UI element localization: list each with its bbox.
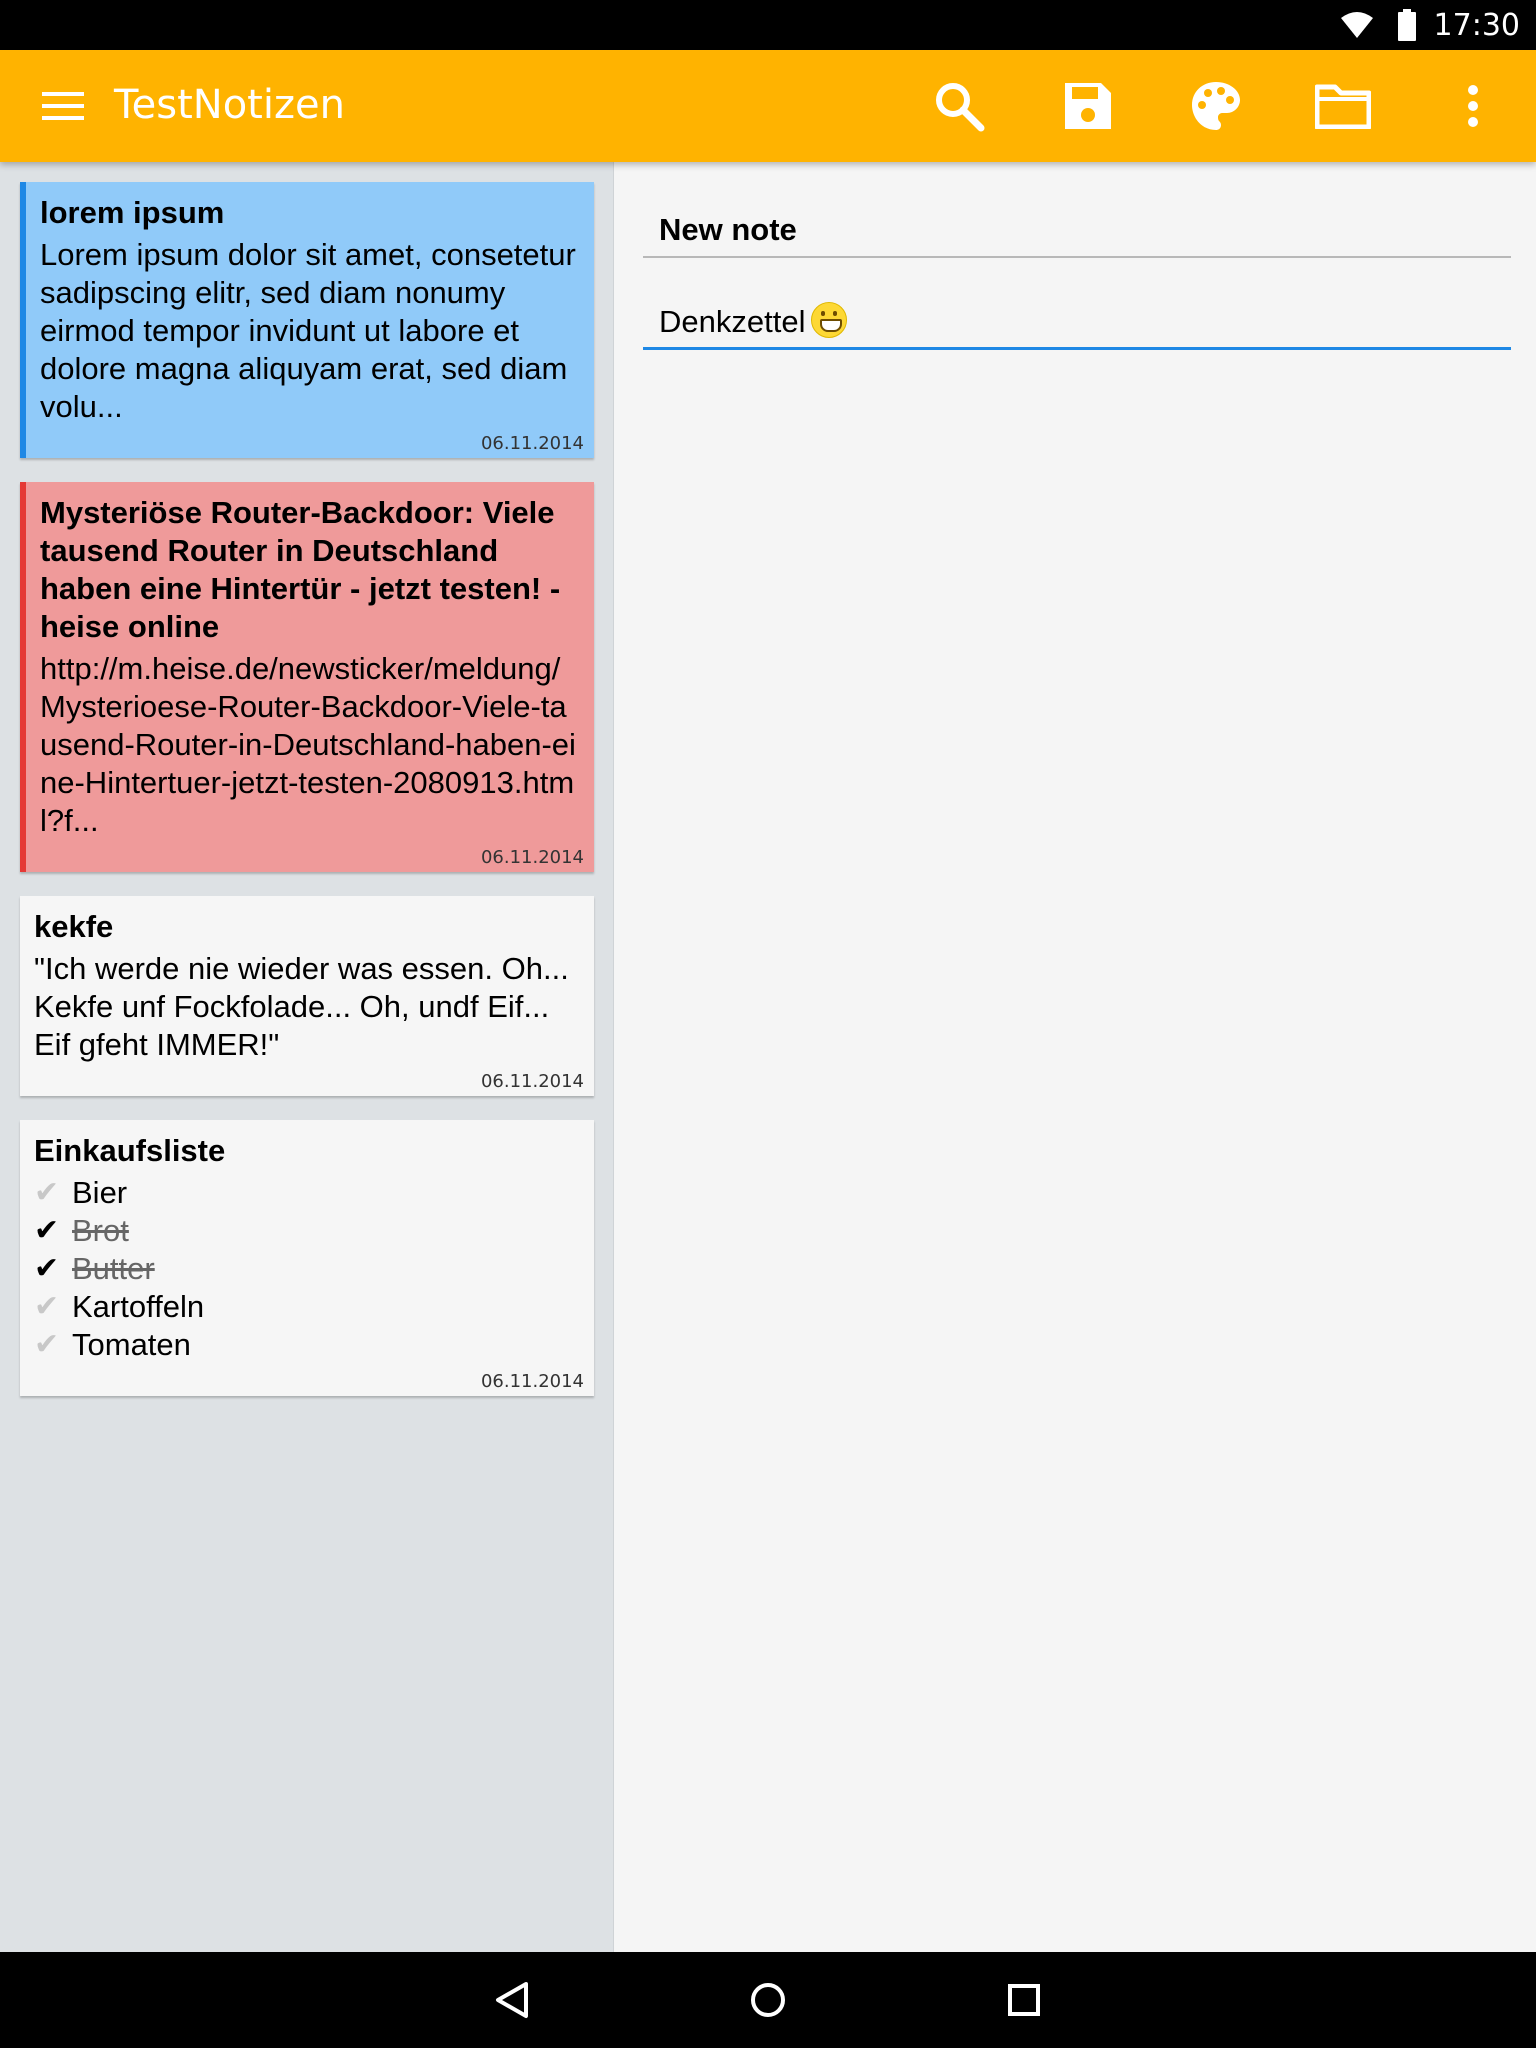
home-icon [749,1981,787,2019]
note-body-value: Denkzettel [659,304,806,339]
note-card[interactable] [20,896,594,1096]
recents-icon [1007,1983,1041,2017]
checklist-item [34,1288,580,1326]
note-preview: Lorem ipsum dolor sit amet, consetetur sadipscing elitr, sed diam nonumy eirmod tempor invidunt ut labore et dolore magna aliquyam erat, sed diam volu... [40,237,576,424]
note-date: 06.11.2014 [480,433,584,454]
note-title: Einkaufsliste [34,1133,226,1168]
note-date: 06.11.2014 [480,847,584,868]
status-bar [0,0,1536,50]
back-icon [494,1981,530,2019]
note-list [0,162,614,1952]
folder-button[interactable] [1315,78,1371,134]
note-body-field[interactable] [643,292,1511,350]
wifi-icon [1340,11,1374,39]
folder-icon [1315,83,1371,129]
check-icon: ✔ [34,1214,60,1247]
grinning-face-icon [811,302,847,338]
checklist-item [34,1250,580,1288]
checklist-item [34,1174,580,1212]
note-preview: "Ich werde nie wieder was essen. Oh... Kekfe unf Fockfolade... Oh, undf Eif... Eif gfeht IMMER!" [34,951,569,1062]
note-title-value: New note [659,212,797,247]
note-card[interactable] [20,182,594,458]
recents-button[interactable] [996,1972,1052,2028]
save-button[interactable] [1060,78,1116,134]
note-title: Mysteriöse Router-Backdoor: Viele tausend Router in Deutschland haben eine Hintertür - jetzt testen! - heise online [40,495,561,644]
check-icon: ✔ [34,1252,60,1285]
note-date: 06.11.2014 [480,1071,584,1092]
checklist-item-label: Butter [72,1251,155,1286]
note-date: 06.11.2014 [480,1371,584,1392]
checklist [34,1174,580,1364]
checklist-item-label: Kartoffeln [72,1289,205,1324]
checklist-item-label: Bier [72,1175,128,1210]
note-title: lorem ipsum [40,195,225,230]
search-button[interactable] [931,78,987,134]
app-title: TestNotizen [114,82,345,128]
check-icon: ✔ [34,1290,60,1323]
check-icon: ✔ [34,1328,60,1361]
note-body-value-wrap [659,302,847,340]
note-title: kekfe [34,909,114,944]
note-title-field[interactable] [643,202,1511,258]
battery-icon [1398,9,1416,41]
clock: 17:30 [1433,8,1520,43]
more-vert-icon [1466,84,1480,128]
palette-button[interactable] [1188,78,1244,134]
search-icon [933,80,985,132]
checklist-item-label: Tomaten [72,1327,191,1362]
back-button[interactable] [484,1972,540,2028]
note-preview: http://m.heise.de/newsticker/meldung/Mysterioese-Router-Backdoor-Viele-tausend-Router-in-Deutschland-haben-eine-Hintertuer-jetzt-testen-2080913.html?f... [40,651,576,838]
checklist-note-card[interactable] [20,1120,594,1396]
more-options-button[interactable] [1445,78,1501,134]
note-card[interactable] [20,482,594,872]
check-icon: ✔ [34,1176,60,1209]
navigation-bar [0,1952,1536,2048]
checklist-item [34,1326,580,1364]
palette-icon [1190,80,1242,132]
save-icon [1063,81,1113,131]
note-editor [615,162,1536,1952]
checklist-item-label: Brot [72,1213,129,1248]
checklist-item [34,1212,580,1250]
menu-icon[interactable] [42,90,84,122]
home-button[interactable] [740,1972,796,2028]
app-bar [0,50,1536,162]
